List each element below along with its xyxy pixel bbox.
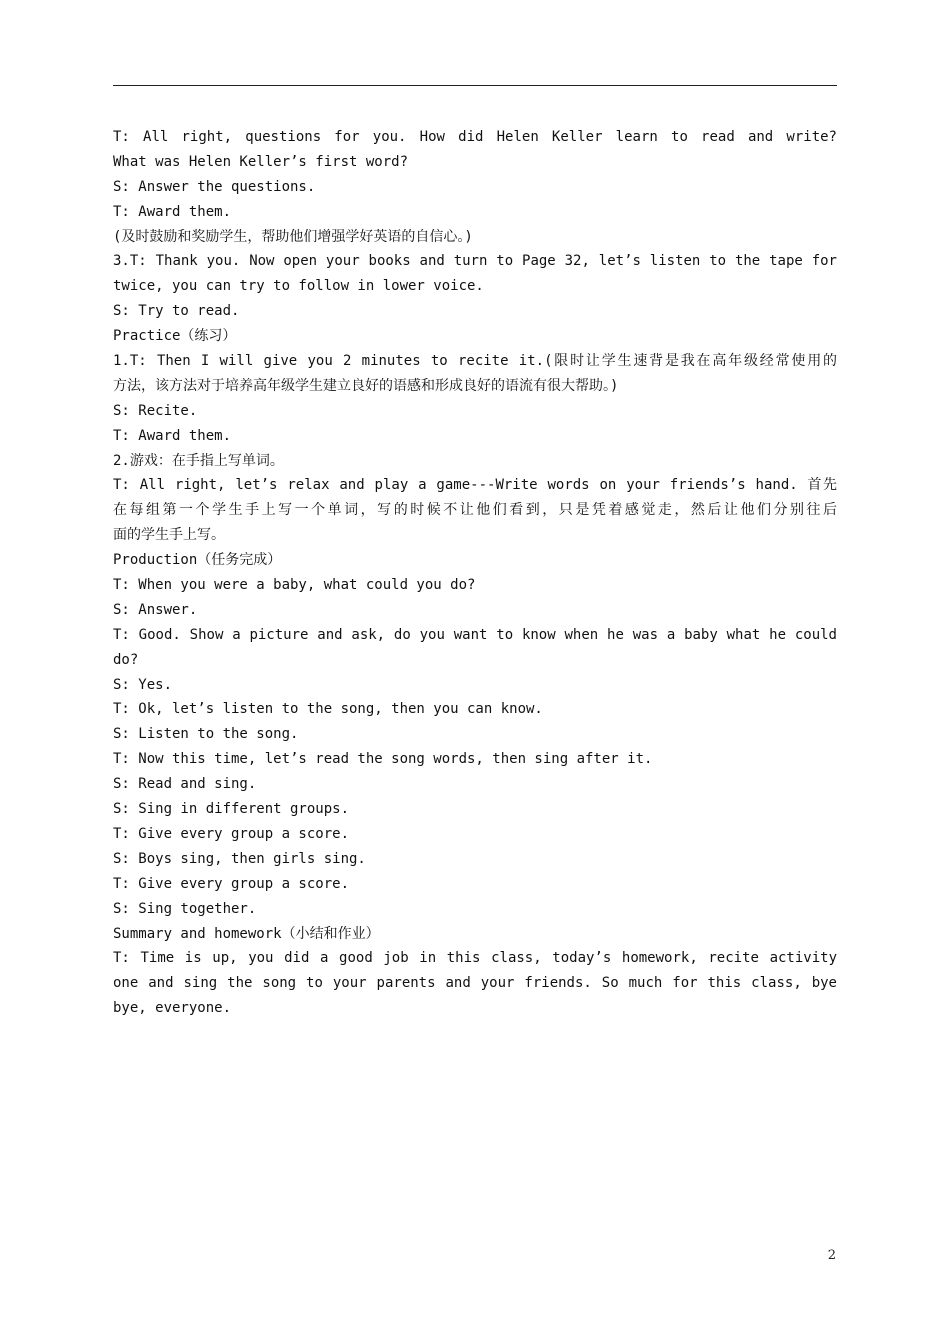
page-number: 2 [827, 1248, 836, 1263]
header-rule [113, 85, 837, 86]
text-line: S: Answer the questions. [113, 178, 316, 195]
text-line: S: Answer. [113, 601, 198, 618]
text-line: T: Award them. [113, 203, 232, 220]
text-line: What was Helen Keller’s first word? [113, 153, 409, 170]
text-line: (及时鼓励和奖励学生，帮助他们增强学好英语的自信心。) [113, 228, 473, 245]
text-line: T: Good. Show a picture and ask, do you want to know when he was a baby what he could [113, 626, 837, 643]
text-line: S: Sing in different groups. [113, 801, 350, 818]
text-line: 1.T: Then I will give you 2 minutes to recite it.(限时让学生速背是我在高年级经常使用的 [113, 353, 837, 370]
text-line: do? [113, 651, 139, 668]
text-line: S: Boys sing, then girls sing. [113, 850, 366, 867]
text-line: T: All right, questions for you. How did Helen Keller learn to read and write? [113, 129, 837, 145]
text-line: one and sing the song to your parents and your friends. So much for this class, bye [113, 975, 837, 992]
text-line: S: Try to read. [113, 303, 240, 320]
text-line: T: Give every group a score. [113, 875, 350, 892]
text-line: S: Sing together. [113, 900, 257, 917]
text-line: T: Ok, let’s listen to the song, then you can know. [113, 701, 543, 718]
text-line: T: When you were a baby, what could you do? [113, 577, 476, 594]
text-line: T: Award them. [113, 427, 232, 444]
text-line: bye, everyone. [113, 1000, 232, 1017]
text-line: T: Give every group a score. [113, 825, 350, 842]
text-line: 3.T: Thank you. Now open your books and turn to Page 32, let’s listen to the tape for [113, 253, 837, 270]
text-line: 2.游戏：在手指上写单词。 [113, 452, 284, 469]
text-line: S: Read and sing. [113, 776, 257, 793]
text-line: T: All right, let’s relax and play a game---Write words on your friends’s hand. 首先 [113, 477, 837, 494]
text-line: Summary and homework（小结和作业） [113, 925, 380, 942]
text-line: Practice（练习） [113, 328, 237, 345]
text-line: twice, you can try to follow in lower voice. [113, 278, 484, 295]
text-line: T: Now this time, let’s read the song words, then sing after it. [113, 751, 653, 768]
text-line: 面的学生手上写。 [113, 527, 225, 544]
text-line: S: Yes. [113, 676, 173, 693]
text-line: T: Time is up, you did a good job in this class, today’s homework, recite activity [113, 950, 837, 967]
text-line: S: Listen to the song. [113, 726, 299, 743]
text-line: Production（任务完成） [113, 552, 282, 569]
document-body [113, 125, 837, 1021]
text-line: 方法，该方法对于培养高年级学生建立良好的语感和形成良好的语流有很大帮助。) [113, 377, 619, 394]
text-line: S: Recite. [113, 402, 198, 419]
text-line: 在每组第一个学生手上写一个单词，写的时候不让他们看到，只是凭着感觉走，然后让他们分别往后 [113, 502, 837, 519]
